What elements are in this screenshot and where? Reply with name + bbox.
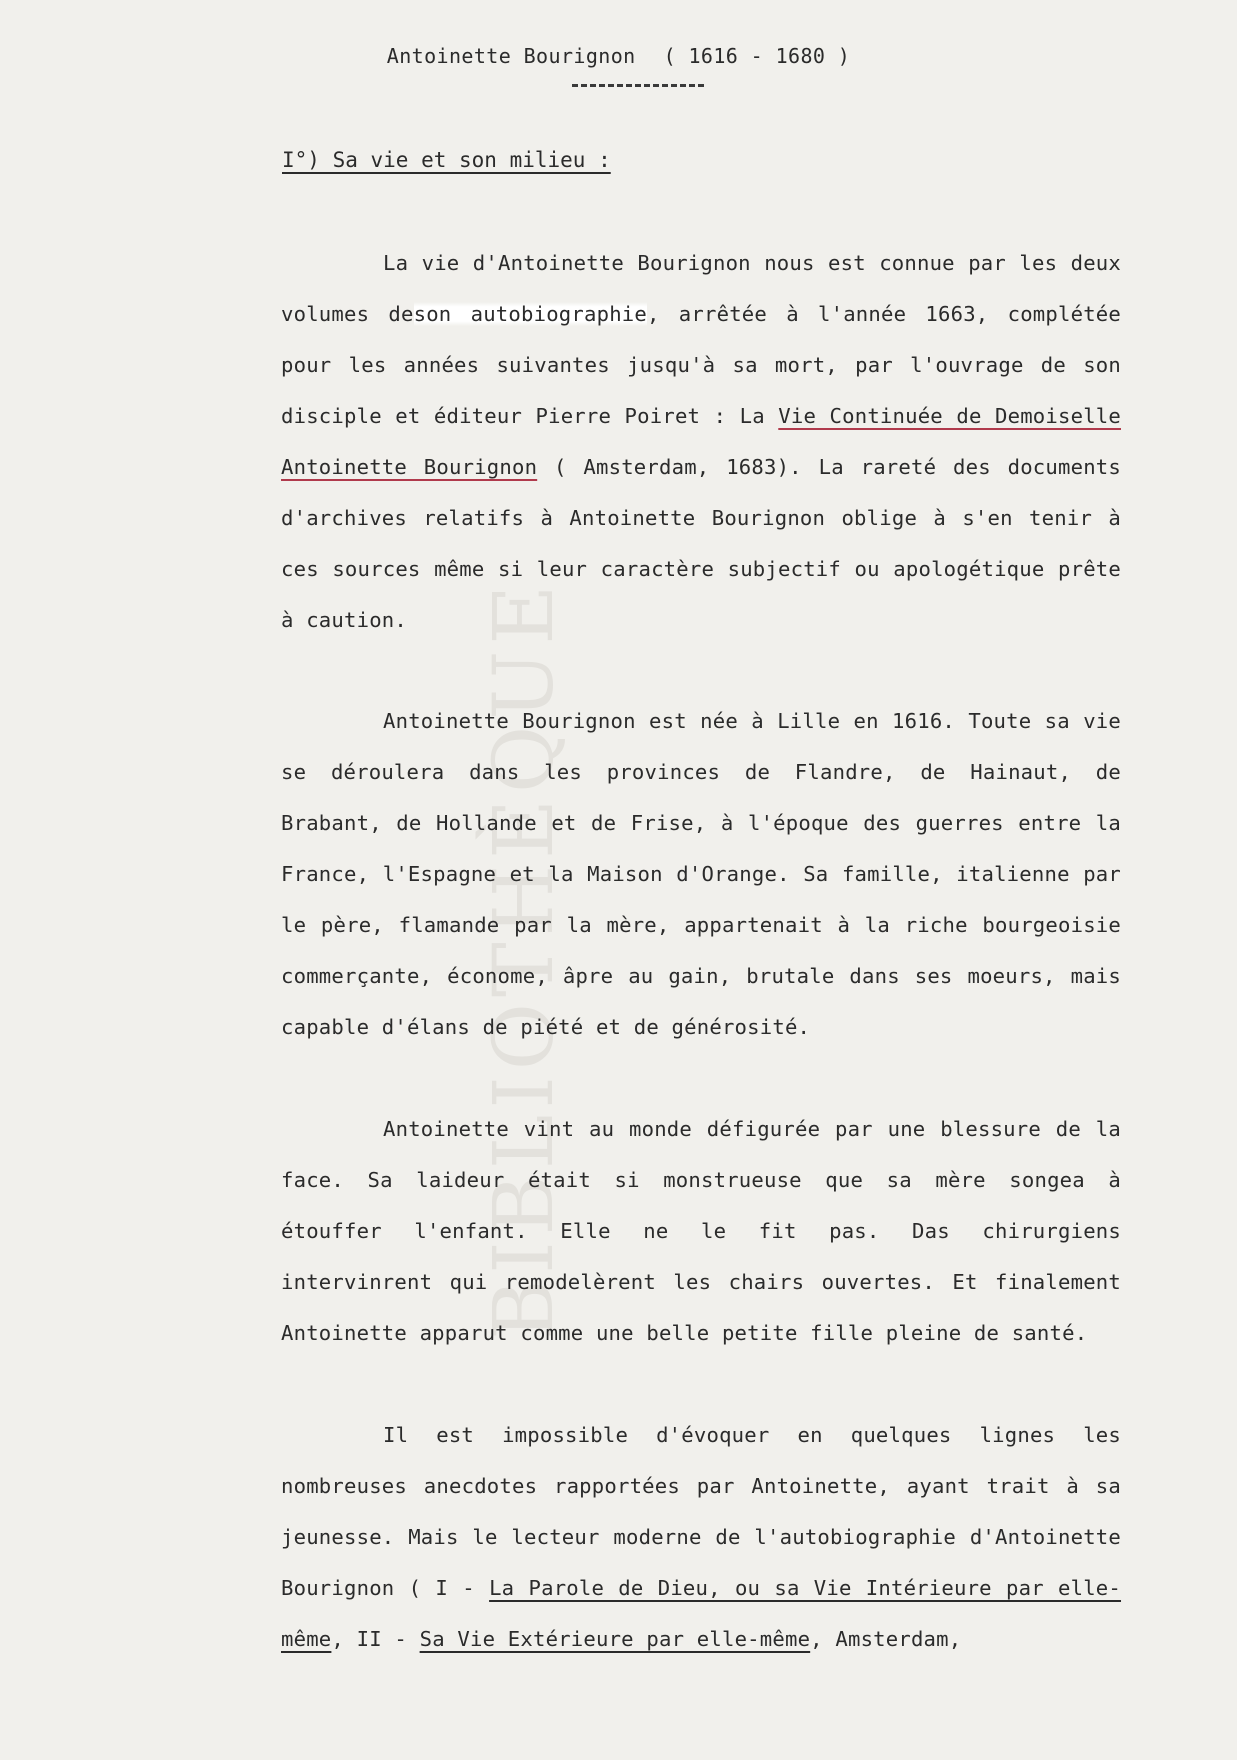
p1-highlight: son autobiographie — [413, 302, 647, 326]
p1-text-a: La vie d'Antoinette Bourignon nous est connue par les deux volumes de — [281, 251, 1121, 326]
p1-text-c: , arrêtée à l'année 1663, complétée pour les années suivantes jusqu'à sa mort, par l'ouvrage de son disciple et éditeur Pierre Poiret : La — [281, 302, 1121, 428]
p4-book-title-2: Sa Vie Extérieure par elle-même — [419, 1627, 811, 1651]
watermark-stamp: BIBLIOTHÈQUE — [477, 578, 572, 1340]
p4-text-c: , II - — [331, 1627, 420, 1651]
section-heading: I°) Sa vie et son milieu : — [282, 148, 611, 172]
p1-book-title: Vie Continuée de Demoiselle Antoinette Bourignon — [281, 404, 1121, 479]
paragraph-2: Antoinette Bourignon est née à Lille en 1616. Toute sa vie se déroulera dans les provinces de Flandre, de Hainaut, de Brabant, de Hollande et de Frise, à l'époque des guerres entre la France, l'Espagne et la Maison d'Orange. Sa famille, italienne par le père, flamande par la mère, appartenait à la riche bourgeoisie commerçante, économe, âpre au gain, brutale dans ses moeurs, mais capable d'élans de piété et de générosité. — [281, 709, 1121, 1039]
title-name: Antoinette Bourignon — [386, 44, 636, 68]
title-underline-rule — [572, 84, 704, 87]
p4-book-title-1: La Parole de Dieu, ou sa Vie Intérieure par elle-même — [281, 1576, 1122, 1651]
p4-text-a: Il est impossible d'évoquer en quelques lignes les nombreuses anecdotes rapportées par Antoinette, ayant trait à sa jeunesse. Mais le lecteur moderne de l'autobiographie d'Antoinette Bourignon ( I - — [281, 1423, 1121, 1600]
document-body — [281, 238, 1121, 1665]
page-title — [0, 44, 1237, 68]
paragraph-3: Antoinette vint au monde défigurée par une blessure de la face. Sa laideur était si monstrueuse que sa mère songea à étouffer l'enfant. Elle ne le fit pas. Das chirurgiens intervinrent qui remodelèrent les chairs ouvertes. Et finalement Antoinette apparut comme une belle petite fille pleine de santé. — [281, 1117, 1121, 1345]
title-dates: ( 1616 - 1680 ) — [663, 44, 851, 68]
paragraph-1 — [281, 238, 1121, 646]
p4-text-e: , Amsterdam, — [810, 1627, 962, 1651]
paragraph-4 — [281, 1410, 1121, 1665]
p1-text-e: ( Amsterdam, 1683). La rareté des documents d'archives relatifs à Antoinette Bourignon oblige à s'en tenir à ces sources même si leur caractère subjectif ou apologétique prête à caution. — [281, 455, 1121, 632]
